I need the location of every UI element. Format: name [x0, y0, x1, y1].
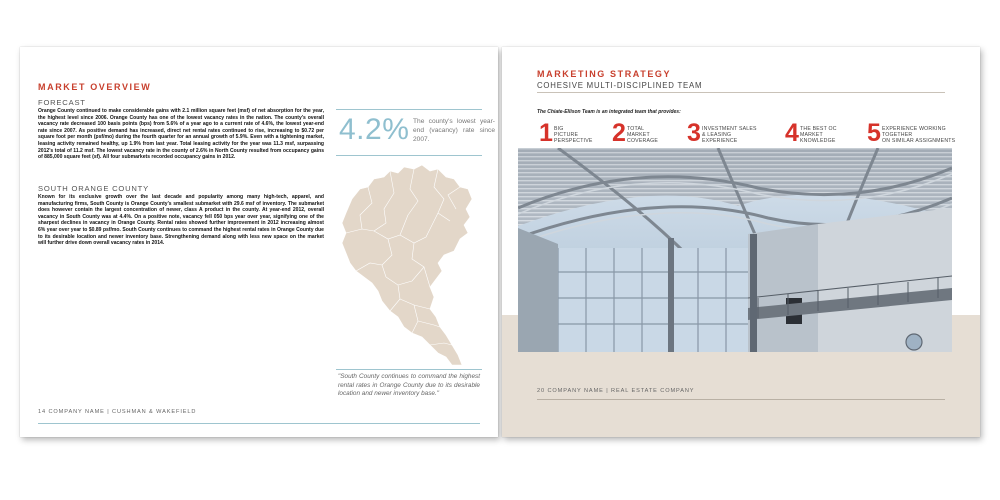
team-number: 5 — [867, 119, 881, 147]
left-footer: 14 COMPANY NAME | CUSHMAN & WAKEFIELD — [38, 409, 197, 415]
team-label: TOTAL MARKET COVERAGE — [627, 126, 659, 145]
south-county-paragraph: Known for its exclusive growth over the last decade and popularity among many high-tech, apparel, and manufacturing firms, South County is Orange County's smallest submarket with 29.6 msf of inventory. The submarket does however contain the largest concentration of newer, class A product in the county. At year-end 2012, overall vacancy in South County was at 4.4%. On a positive note, vacancy fell 050 bps year over year, signifying one of the sharpest declines in vacancy in Orange County. Rental rates showed further improvement in 2012 increasing almost 6% year over year to $0.89 psf/mo. South County continues to command the highest rental rates in Orange County due to its desirable location and newer inventory base. Strengthening demand along with less new space on the market will further drive down overall vacancy rates in 2014. — [38, 194, 324, 247]
forecast-heading: FORECAST — [38, 98, 86, 107]
subtitle-rule — [537, 92, 945, 93]
stat-value: 4.2% — [339, 113, 410, 146]
right-footer-rule — [537, 399, 945, 400]
team-number: 1 — [539, 119, 553, 147]
right-page — [502, 47, 980, 437]
team-label: BIG PICTURE PERSPECTIVE — [554, 126, 593, 145]
stat-bottom-rule — [336, 155, 482, 156]
right-footer: 20 COMPANY NAME | REAL ESTATE COMPANY — [537, 388, 695, 394]
team-subtitle: COHESIVE MULTI-DISCIPLINED TEAM — [537, 81, 703, 90]
quote-top-rule — [336, 369, 482, 370]
orange-county-map — [338, 159, 488, 369]
team-label: EXPERIENCE WORKING TOGETHER ON SIMILAR ASSIGNMENTS — [882, 126, 956, 145]
section-title-market-overview: MARKET OVERVIEW — [38, 82, 152, 92]
stat-caption: The county's lowest year-end (vacancy) rate since 2007. — [413, 118, 495, 143]
team-number: 4 — [785, 119, 799, 147]
south-county-heading: SOUTH ORANGE COUNTY — [38, 184, 149, 193]
team-number: 3 — [687, 119, 701, 147]
team-number: 2 — [612, 119, 626, 147]
team-label: THE BEST OC MARKET KNOWLEDGE — [800, 126, 837, 145]
building-interior-photo — [518, 148, 952, 352]
team-intro: The Chiate-Ellison Team is an integrated team that provides: — [537, 109, 681, 115]
left-page — [20, 47, 498, 437]
pull-quote: "South County continues to command the highest rental rates in Orange County due to its desirable location and newer inventory base." — [338, 373, 480, 398]
section-title-marketing-strategy: MARKETING STRATEGY — [537, 69, 672, 79]
forecast-paragraph: Orange County continued to make considerable gains with 2.1 million square feet (msf) of net absorption for the year, the highest level since 2006. Orange County has one of the lowest vacancy rates in the nation. The county's overall vacancy rate decreased 100 basis points (bps) from 5.6% of a year ago to a current rate of 4.6%, the lowest year-end rate since 2007. As positive demand has increased, direct net rental rates continued to rise, increasing to $0.72 per square foot per month (psf/mo) during the fourth quarter for an annual growth of 5.9%. Even with a tightening market, leasing activity remained healthy, up 1.9% from last year. Total leasing activity for the year was 11.3 msf, surpassing 2012's total of 11.2 msf. The lowest vacancy rate in the county of 2.6% in North County resulted from occupancy gains of 885,000 square feet (sf). All four submarkets recorded occupancy gains in 2012. — [38, 108, 324, 161]
footer-rule — [38, 423, 480, 424]
team-label: INVESTMENT SALES & LEASING EXPERIENCE — [702, 126, 757, 145]
stat-top-rule — [336, 109, 482, 110]
